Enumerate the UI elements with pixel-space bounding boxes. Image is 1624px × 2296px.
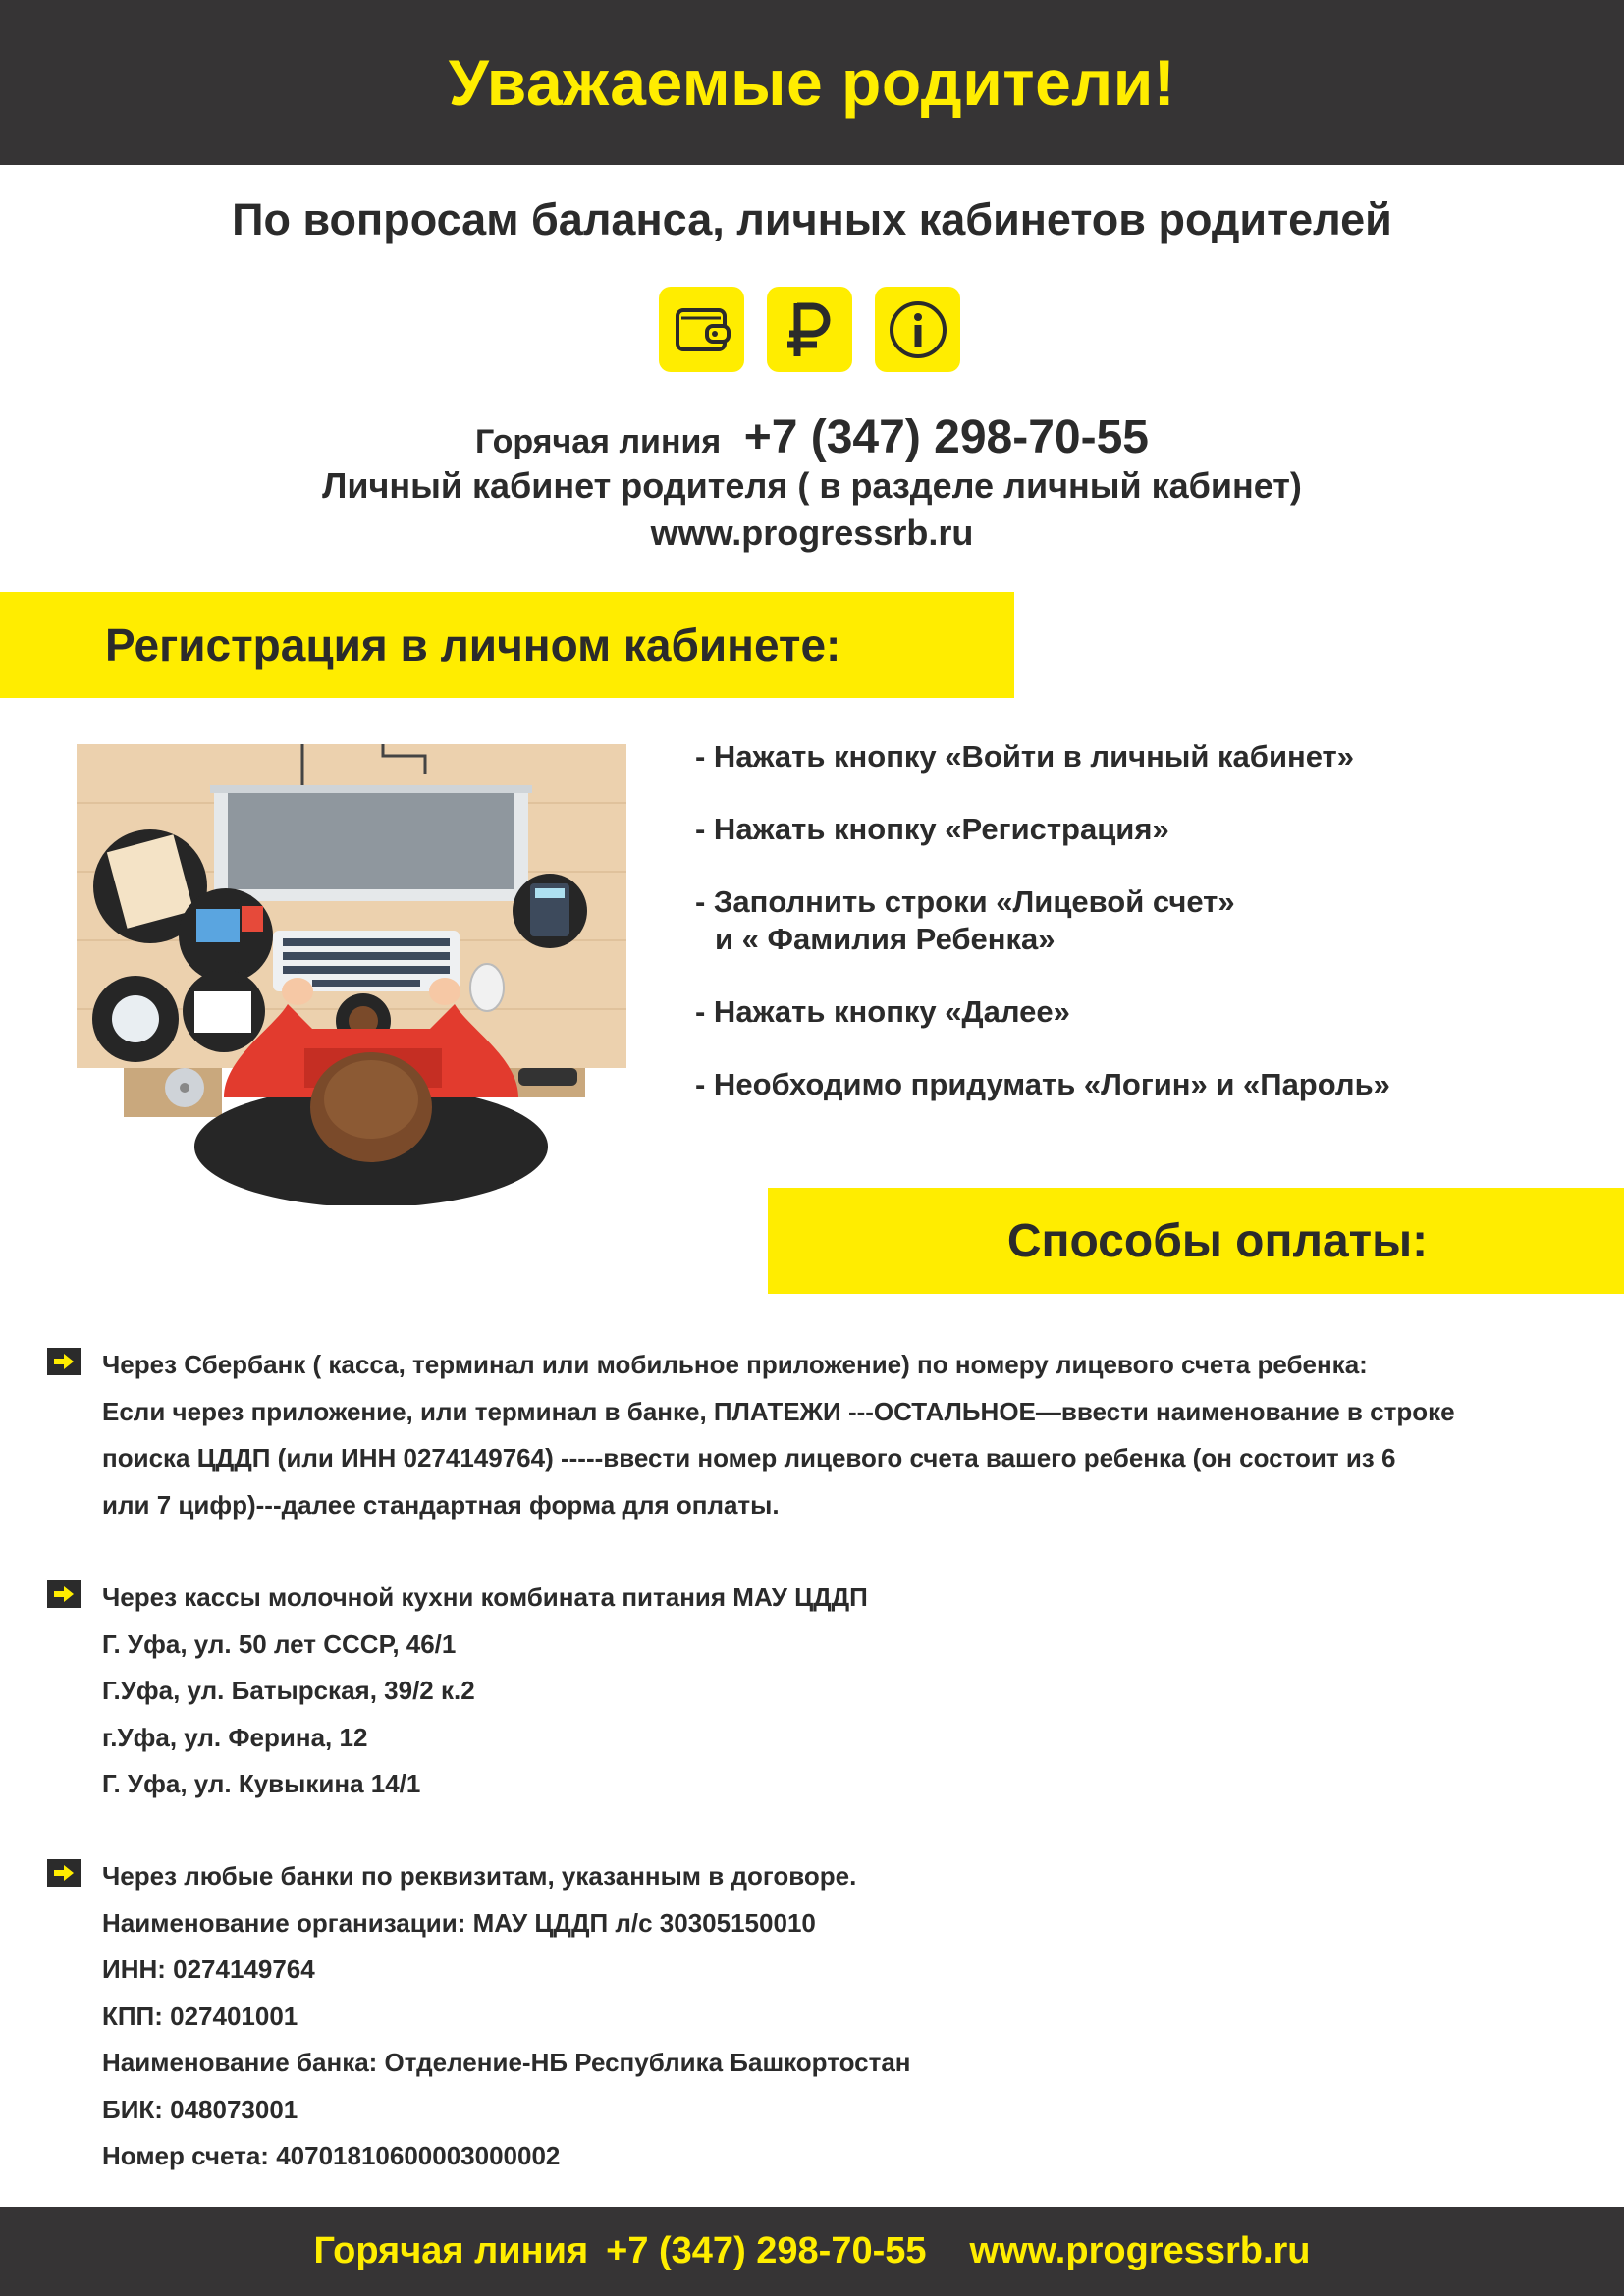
address-line: Г. Уфа, ул. Кувыкина 14/1: [102, 1769, 421, 1798]
address-line: Г. Уфа, ул. 50 лет СССР, 46/1: [102, 1629, 457, 1659]
ruble-icon: [767, 287, 852, 372]
payment-line: Через любые банки по реквизитам, указанным в договоре.: [102, 1861, 857, 1891]
requisite-line: Наименование организации: МАУ ЦДДП л/с 30305150010: [102, 1907, 816, 1938]
workspace-illustration: [77, 734, 626, 1205]
requisite-line: Наименование банка: Отделение-НБ Республика Башкортостан: [102, 2048, 911, 2077]
payment-method-banks: [47, 1853, 1579, 2180]
payment-method-kitchen: [47, 1575, 1579, 1808]
payment-line: Через кассы молочной кухни комбината питания МАУ ЦДДП: [102, 1582, 868, 1612]
payment-title: Способы оплаты:: [1006, 1214, 1429, 1267]
footer-hotline-label: Горячая линия: [313, 2230, 589, 2271]
payment-line: или 7 цифр)---далее стандартная форма для оплаты.: [102, 1489, 780, 1520]
website-link[interactable]: www.progressrb.ru: [650, 512, 974, 553]
list-item: [695, 883, 1579, 958]
subtitle: По вопросам баланса, личных кабинетов родителей: [232, 194, 1392, 244]
list-item: - Необходимо придумать «Логин» и «Пароль»: [695, 1067, 1390, 1101]
requisite-line: ИНН: 0274149764: [102, 1954, 315, 1984]
payment-line: Через Сбербанк ( касса, терминал или мобильное приложение) по номеру лицевого счета ребенка:: [102, 1350, 1368, 1379]
header-banner: [0, 0, 1624, 165]
list-item-line: и « Фамилия Ребенка»: [715, 922, 1056, 956]
list-item: - Нажать кнопку «Войти в личный кабинет»: [695, 739, 1354, 774]
page-title: Уважаемые родители!: [448, 46, 1176, 119]
payment-line: поиска ЦДДП (или ИНН 0274149764) -----ввести номер лицевого счета вашего ребенка (он состоит из 6: [102, 1443, 1396, 1472]
list-item-line: - Заполнить строки «Лицевой счет»: [695, 884, 1235, 919]
arrow-right-icon: [47, 1580, 81, 1608]
registration-title: Регистрация в личном кабинете:: [105, 619, 841, 670]
arrow-right-icon: [47, 1348, 81, 1375]
payment-line: Если через приложение, или терминал в банке, ПЛАТЕЖИ ---ОСТАЛЬНОЕ—ввести наименование в строке: [102, 1396, 1455, 1426]
requisite-line: КПП: 027401001: [102, 2001, 298, 2031]
registration-banner: [0, 592, 1014, 698]
list-item: - Нажать кнопку «Далее»: [695, 994, 1070, 1029]
registration-steps: [695, 738, 1579, 1139]
hotline: [0, 410, 1624, 464]
address-line: Г.Уфа, ул. Батырская, 39/2 к.2: [102, 1676, 475, 1705]
hotline-phone[interactable]: +7 (347) 298-70-55: [743, 411, 1149, 463]
payment-banner: [768, 1188, 1624, 1294]
wallet-icon: [659, 287, 744, 372]
requisite-line: Номер счета: 40701810600003000002: [102, 2141, 561, 2170]
arrow-right-icon: [47, 1859, 81, 1887]
list-item: - Нажать кнопку «Регистрация»: [695, 812, 1169, 846]
footer-phone[interactable]: +7 (347) 298-70-55: [606, 2230, 927, 2271]
icon-row: [659, 287, 960, 372]
footer-website-link[interactable]: www.progressrb.ru: [969, 2230, 1311, 2271]
info-icon: [875, 287, 960, 372]
address-line: г.Уфа, ул. Ферина, 12: [102, 1722, 368, 1752]
requisite-line: БИК: 048073001: [102, 2094, 298, 2124]
hotline-label: Горячая линия: [475, 423, 722, 460]
cabinet-note: Личный кабинет родителя ( в разделе личный кабинет): [322, 465, 1302, 506]
footer-banner: [0, 2207, 1624, 2296]
payment-method-sberbank: [47, 1342, 1579, 1528]
